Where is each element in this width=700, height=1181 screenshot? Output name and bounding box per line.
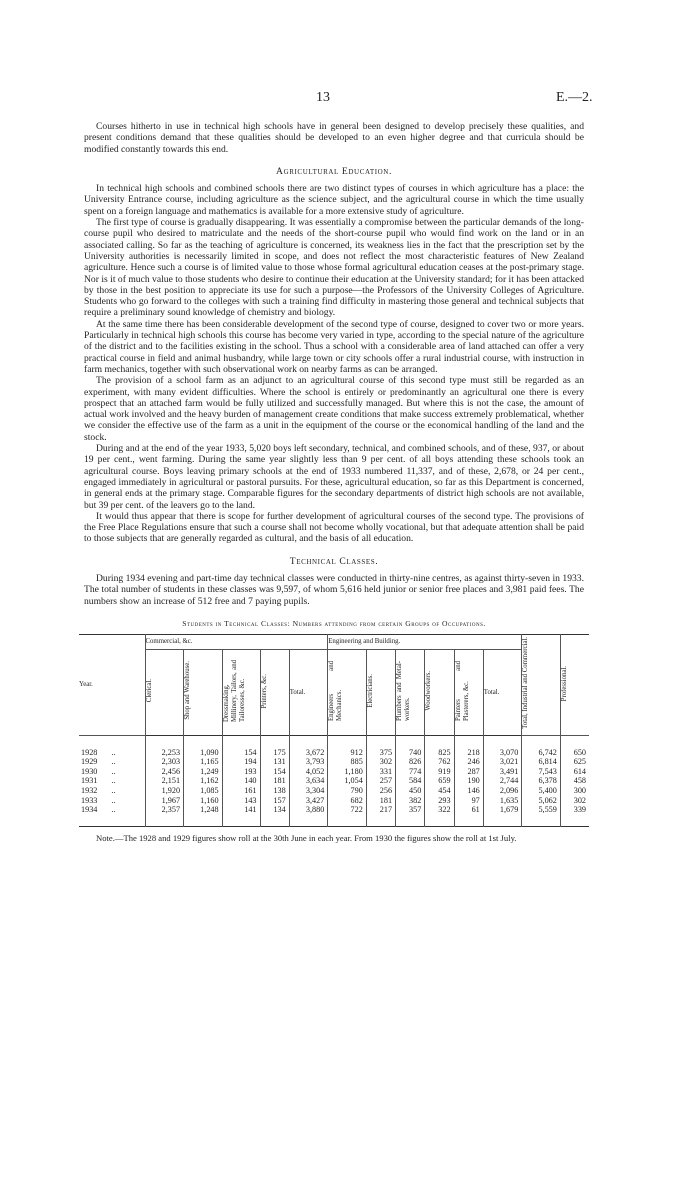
- table-cell: 161: [222, 786, 260, 796]
- col-header-painters: Painters and Plasterers, &c.: [454, 650, 483, 736]
- col-header-dressmaking: Dressmaking, Millinery, Tailors, and Tailoresses, &c.: [222, 650, 260, 736]
- table-cell: 625: [560, 757, 589, 767]
- table-cell: 825: [425, 748, 454, 758]
- table-cell: 682: [328, 796, 367, 806]
- page-number: 13: [316, 90, 330, 105]
- table-cell: 790: [328, 786, 367, 796]
- page-reference: E.—2.: [556, 90, 593, 105]
- paragraph: During and at the end of the year 1933, 5,020 boys left secondary, technical, and combined schools, and of these, 937, or about 19 per cent., went farming. During the same year slightly less than 9 per cent. of all boys attending these schools took an agricultural course. Boys leaving primary schools at the end of 1933 numbered 11,337, and of these, 2,678, or 24 per cent., engaged immediately in agricultural or pastoral pursuits. For these, agricultural education, so far as this Department is concerned, in general ends at the primary stage. Comparable figures for the secondary departments of district high schools are not available, but 39 per cent. of the leavers go to the land.: [84, 443, 584, 511]
- year-cell: 1928 ..: [81, 747, 116, 757]
- col-header-total-commercial: Total.: [289, 650, 328, 736]
- table-cell: 1,635: [483, 796, 522, 806]
- col-header-printers: Printers, &c.: [260, 650, 289, 736]
- table-cell: 3,021: [483, 757, 522, 767]
- table-cell: 194: [222, 757, 260, 767]
- table-cell: 382: [396, 796, 425, 806]
- table-row: [79, 805, 589, 815]
- year-cell: 1931 ..: [81, 776, 116, 786]
- section-heading-technical: Technical Classes.: [289, 555, 379, 567]
- table-cell: 7,543: [522, 767, 561, 777]
- paragraph: The provision of a school farm as an adjunct to an agricultural course of this second type must still be regarded as an experiment, with many evident difficulties. Where the school is entirely or predominantly an agricultural one there is every prospect that an attached farm would be fully utilized and successfully managed. But where this is not the case, the amount of actual work involved and the heavy burden of management create conditions that make success extremely problematical, whether we consider the effective use of the farm as a unit in the equipment of the course or the economical handling of the land and the stock.: [84, 375, 584, 443]
- table-cell: 1,920: [145, 786, 184, 796]
- col-header-woodworkers: Woodworkers.: [425, 650, 454, 736]
- table-cell: 3,672: [289, 748, 328, 758]
- table-cell: 919: [425, 767, 454, 777]
- table-cell: 302: [560, 796, 589, 806]
- table-cell: 1,162: [184, 776, 223, 786]
- table-cell: 217: [366, 805, 395, 815]
- table-cell: 134: [260, 805, 289, 815]
- col-header-total-ic: Total, Industrial and Commercial.: [522, 635, 561, 736]
- table-cell: 458: [560, 776, 589, 786]
- table-cell: 143: [222, 796, 260, 806]
- table-cell: 3,070: [483, 748, 522, 758]
- table-cell: 1,085: [184, 786, 223, 796]
- table-cell: 61: [454, 805, 483, 815]
- table-cell: 2,357: [145, 805, 184, 815]
- table-cell: 1,090: [184, 748, 223, 758]
- table-cell: 1,967: [145, 796, 184, 806]
- table-cell: 5,400: [522, 786, 561, 796]
- table-cell: 1,180: [328, 767, 367, 777]
- year-cell: 1933 ..: [81, 795, 116, 805]
- table-cell: 322: [425, 805, 454, 815]
- table-row: [79, 767, 589, 777]
- table-cell: 3,634: [289, 776, 328, 786]
- year-cell: 1929 ..: [81, 757, 116, 767]
- table-cell: 5,559: [522, 805, 561, 815]
- col-header-total-engineering: Total.: [483, 650, 522, 736]
- table-cell: 2,253: [145, 748, 184, 758]
- table-cell: 293: [425, 796, 454, 806]
- table-cell: 375: [366, 748, 395, 758]
- table-note: Note.—The 1928 and 1929 figures show roll at the 30th June in each year. From 1930 the figures show the roll at 1st July.: [96, 833, 517, 844]
- table-cell: 650: [560, 748, 589, 758]
- paragraph: Courses hitherto in use in technical high schools have in general been designed to develop precisely these qualities, and present conditions demand that these qualities should be developed to an even higher degree and that curricula should be modified constantly towards this end.: [84, 121, 584, 155]
- table-cell: 1,165: [184, 757, 223, 767]
- table-cell: 4,052: [289, 767, 328, 777]
- paragraph: During 1934 evening and part-time day technical classes were conducted in thirty-nine centres, as against thirty-seven in 1933. The total number of students in these classes was 9,597, of whom 5,616 held junior or senior free places and 3,981 paid fees. The numbers show an increase of 512 free and 7 paying pupils.: [84, 572, 584, 607]
- table-cell: 181: [366, 796, 395, 806]
- table-row: [79, 757, 589, 767]
- table-cell: 131: [260, 757, 289, 767]
- table-cell: 190: [454, 776, 483, 786]
- table-cell: 885: [328, 757, 367, 767]
- table-cell: 257: [366, 776, 395, 786]
- table-cell: 3,304: [289, 786, 328, 796]
- table-cell: 331: [366, 767, 395, 777]
- table-cell: 614: [560, 767, 589, 777]
- table-cell: 140: [222, 776, 260, 786]
- table-cell: 97: [454, 796, 483, 806]
- table-cell: 774: [396, 767, 425, 777]
- col-header-electricians: Electricians.: [366, 650, 395, 736]
- table-cell: 193: [222, 767, 260, 777]
- table-caption: Students in Technical Classes: Numbers attending from certain Groups of Occupations.: [182, 618, 486, 628]
- table-cell: 3,880: [289, 805, 328, 815]
- table-cell: 218: [454, 748, 483, 758]
- table-cell: 138: [260, 786, 289, 796]
- table-row: [79, 786, 589, 796]
- table-cell: 826: [396, 757, 425, 767]
- table-cell: 1,249: [184, 767, 223, 777]
- table-cell: 584: [396, 776, 425, 786]
- year-column-header: Year.: [79, 635, 145, 736]
- table-cell: 1,160: [184, 796, 223, 806]
- table-cell: 762: [425, 757, 454, 767]
- table-cell: 1,054: [328, 776, 367, 786]
- table-cell: 1,679: [483, 805, 522, 815]
- col-header-shop: Shop and Warehouse.: [184, 650, 223, 736]
- table-cell: 2,151: [145, 776, 184, 786]
- table-cell: 157: [260, 796, 289, 806]
- table-cell: 141: [222, 805, 260, 815]
- table-cell: 154: [260, 767, 289, 777]
- table-cell: 740: [396, 748, 425, 758]
- table-row: [79, 796, 589, 806]
- table-cell: 454: [425, 786, 454, 796]
- occupations-table: [79, 634, 589, 827]
- table-cell: 339: [560, 805, 589, 815]
- table-cell: 154: [222, 748, 260, 758]
- table-body: [79, 736, 589, 827]
- table-cell: 912: [328, 748, 367, 758]
- table-cell: 146: [454, 786, 483, 796]
- table-cell: 302: [366, 757, 395, 767]
- table-cell: 1,248: [184, 805, 223, 815]
- paragraph: It would thus appear that there is scope for further development of agricultural courses of the second type. The provisions of the Free Place Regulations ensure that such a course shall not become wholly vocational, but that adequate attention shall be paid to those subjects that are generally regarded as cultural, and the basis of all education.: [84, 510, 584, 545]
- table-cell: 3,491: [483, 767, 522, 777]
- table-cell: 6,814: [522, 757, 561, 767]
- table-cell: 3,793: [289, 757, 328, 767]
- table-cell: 175: [260, 748, 289, 758]
- col-header-clerical: Clerical.: [145, 650, 184, 736]
- table-cell: 6,742: [522, 748, 561, 758]
- table-cell: 287: [454, 767, 483, 777]
- table-cell: 357: [396, 805, 425, 815]
- table-cell: 722: [328, 805, 367, 815]
- table-cell: 450: [396, 786, 425, 796]
- col-header-engineers: Engineers and Mechanics.: [328, 650, 367, 736]
- table-cell: 2,744: [483, 776, 522, 786]
- table-cell: 5,062: [522, 796, 561, 806]
- table-cell: 246: [454, 757, 483, 767]
- table-cell: 2,456: [145, 767, 184, 777]
- commercial-group-header: Commercial, &c.: [145, 635, 328, 650]
- table-row: [79, 776, 589, 786]
- table-cell: 181: [260, 776, 289, 786]
- section-heading-agricultural: Agricultural Education.: [276, 165, 392, 177]
- table-cell: 3,427: [289, 796, 328, 806]
- table-cell: 2,096: [483, 786, 522, 796]
- table-cell: 300: [560, 786, 589, 796]
- table-cell: 659: [425, 776, 454, 786]
- paragraph: The first type of course is gradually disappearing. It was essentially a compromise between the particular demands of the long-course pupil who desired to matriculate and the needs of the short-course pupil who would find work on the land or in an associated calling. So far as the teaching of agriculture is concerned, its weakness lies in the fact that the prescription set by the University authorities is necessarily limited in scope, and does not reflect the most characteristic features of New Zealand agriculture. Hence such a course is of limited value to those whose formal agricultural education ceases at the post-primary stage. Nor is it of much value to those students who desire to continue their education at the University standard; for it has been attacked by those in the best position to appreciate its use for such a purpose—the Professors of the University Colleges of Agriculture. Students who go forward to the colleges with such a training find difficulty in mastering those general and technical subjects that require a preliminary sound knowledge of chemistry and biology.: [84, 217, 584, 319]
- year-cell: 1930 ..: [81, 766, 116, 776]
- year-cell: 1934 ..: [81, 805, 116, 815]
- document-body: [79, 121, 586, 844]
- col-header-professional: Professional.: [560, 635, 589, 736]
- table-cell: 6,378: [522, 776, 561, 786]
- col-header-plumbers: Plumbers and Metal-workers.: [396, 650, 425, 736]
- table-row: [79, 748, 589, 758]
- paragraph: In technical high schools and combined schools there are two distinct types of courses in which agriculture has a place: the University Entrance course, including agriculture as the science subject, and the agricultural course in which the time usually spent on a foreign language and mathematics is available for a more extensive study of agriculture.: [84, 183, 584, 217]
- year-cell: 1932 ..: [81, 786, 116, 796]
- paragraph: At the same time there has been considerable development of the second type of course, designed to cover two or more years. Particularly in technical high schools this course has become very varied in type, according to the special nature of the agriculture of the district and to the facilities existing in the school. Thus a school with a considerable area of land attached can offer a very practical course in field and animal husbandry, while large town or city schools offer a rural industrial course, with instruction in farm mechanics, together with such observational work on nearby farms as can be arranged.: [84, 318, 584, 375]
- engineering-group-header: Engineering and Building.: [328, 635, 522, 650]
- table-cell: 256: [366, 786, 395, 796]
- table-cell: 2,303: [145, 757, 184, 767]
